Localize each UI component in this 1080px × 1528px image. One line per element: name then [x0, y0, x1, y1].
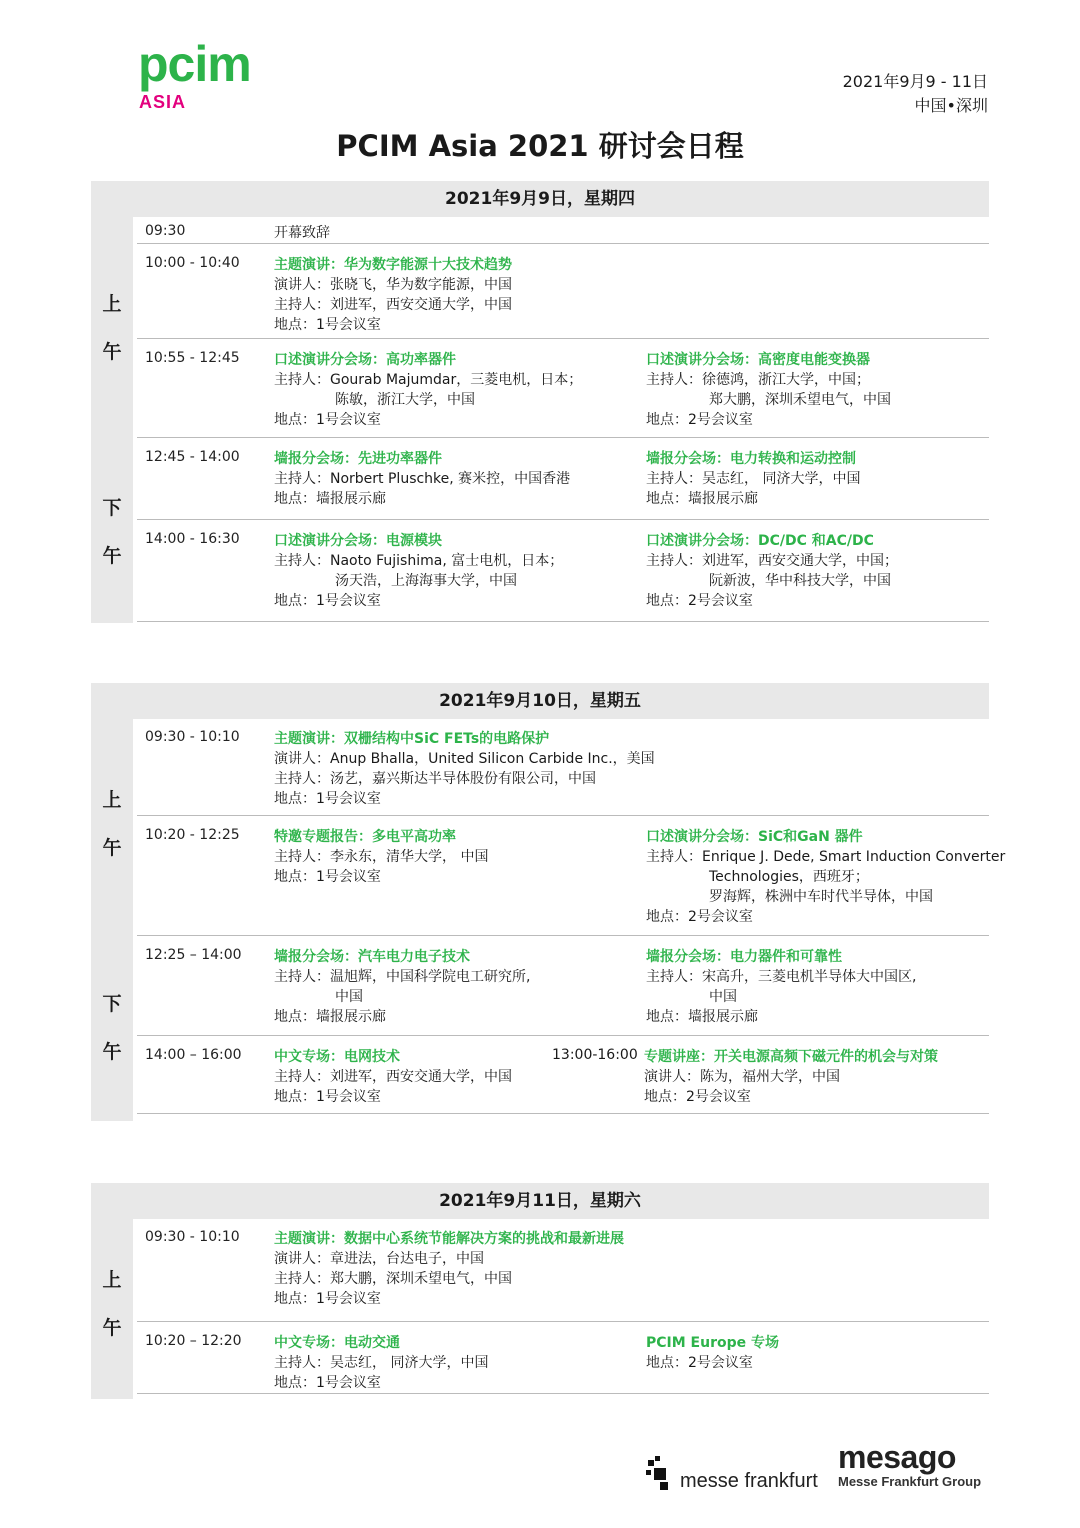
session-line: 主持人：吴志红， 同济大学，中国 — [274, 1355, 489, 1371]
day-header: 2021年9月9日，星期四 — [91, 181, 989, 217]
session-cell — [274, 255, 512, 335]
session-line: 阮新波，华中科技大学，中国 — [709, 573, 891, 589]
session-cell — [644, 1047, 938, 1107]
session-cell — [646, 827, 1005, 927]
session-title: PCIM Europe 专场 — [646, 1335, 779, 1351]
table-row — [137, 439, 989, 520]
session-line: 地点：1号会议室 — [274, 593, 381, 609]
session-time: 09:30 — [145, 223, 186, 239]
session-line: 地点：墙报展示廊 — [274, 491, 386, 507]
session-line: 演讲人：陈为，福州大学，中国 — [644, 1069, 840, 1085]
session-cell — [646, 1333, 779, 1373]
mesago-subtext: Messe Frankfurt Group — [838, 1474, 982, 1489]
session-time: 13:00-16:00 — [552, 1047, 638, 1063]
pcim-logo-asia: ASIA — [139, 92, 187, 112]
session-line: 主持人：刘进军，西安交通大学，中国 — [274, 1069, 512, 1085]
session-line: 罗海辉，株洲中车时代半导体，中国 — [709, 889, 933, 905]
session-line: 汤天浩，上海海事大学，中国 — [335, 573, 517, 589]
session-line: 主持人：Enrique J. Dede, Smart Induction Converter — [646, 849, 1006, 865]
session-cell — [274, 827, 488, 887]
session-time: 09:30 - 10:10 — [145, 729, 240, 745]
session-line: 地点：墙报展示廊 — [646, 1009, 758, 1025]
table-row — [137, 1219, 989, 1322]
session-title: 特邀专题报告：多电平高功率 — [274, 829, 456, 845]
mesago-logo — [838, 1440, 981, 1489]
session-line: 地点：墙报展示廊 — [274, 1009, 386, 1025]
side-label-am — [91, 217, 133, 437]
messe-frankfurt-logo — [646, 1456, 826, 1496]
session-time: 14:00 – 16:00 — [145, 1047, 242, 1063]
session-line: 地点：1号会议室 — [274, 791, 381, 807]
day-schedule-2 — [91, 683, 1006, 1121]
session-title: 中文专场：电网技术 — [274, 1049, 400, 1065]
table-row — [137, 719, 989, 816]
session-time: 12:25 – 14:00 — [145, 947, 242, 963]
session-line: 主持人：宋高升，三菱电机半导体大中国区, — [646, 969, 917, 985]
session-time: 09:30 - 10:10 — [145, 1229, 240, 1245]
session-line: 演讲人：章进法，台达电子，中国 — [274, 1251, 484, 1267]
session-title: 口述演讲分会场：高功率器件 — [274, 352, 456, 368]
day-schedule-1 — [91, 181, 989, 623]
event-dates: 2021年9月9 - 11日 — [842, 72, 988, 91]
session-title: 主题演讲：华为数字能源十大技术趋势 — [274, 257, 512, 273]
side-label-char: 午 — [102, 837, 122, 859]
session-line: 演讲人：张晓飞，华为数字能源，中国 — [274, 277, 512, 293]
session-title: 墙报分会场：电力转换和运动控制 — [646, 451, 856, 467]
session-line: 地点：1号会议室 — [274, 1291, 381, 1307]
day-header: 2021年9月11日，星期六 — [91, 1183, 989, 1219]
session-time: 10:00 - 10:40 — [145, 255, 240, 271]
session-line: 地点：2号会议室 — [644, 1089, 751, 1105]
session-cell — [646, 531, 898, 611]
session-title: 专题讲座：开关电源高频下磁元件的机会与对策 — [644, 1049, 938, 1065]
session-time: 12:45 - 14:00 — [145, 449, 240, 465]
session-time: 10:20 - 12:25 — [145, 827, 240, 843]
session-cell — [274, 947, 530, 1027]
session-line: 主持人：Norbert Pluschke, 赛米控，中国香港 — [274, 471, 571, 487]
session-title: 主题演讲：双栅结构中SiC FETs的电路保护 — [274, 731, 550, 747]
session-cell — [274, 449, 570, 509]
table-row — [137, 817, 1006, 936]
session-cell — [274, 1047, 512, 1107]
side-label-pm — [91, 935, 133, 1121]
table-row — [137, 1323, 989, 1394]
session-line: 地点：2号会议室 — [646, 412, 753, 428]
session-title: 墙报分会场：电力器件和可靠性 — [646, 949, 842, 965]
side-label-am — [91, 1219, 133, 1399]
side-label-char: 上 — [102, 789, 122, 811]
session-line: 主持人：刘进军，西安交通大学，中国 — [274, 297, 512, 313]
session-line: 地点：1号会议室 — [274, 412, 381, 428]
table-row — [137, 937, 989, 1036]
session-line: 主持人：郑大鹏，深圳禾望电气，中国 — [274, 1271, 512, 1287]
session-title: 口述演讲分会场：SiC和GaN 器件 — [646, 829, 863, 845]
session-title: 口述演讲分会场：电源模块 — [274, 533, 442, 549]
session-line: 主持人：Naoto Fujishima, 富士电机，日本； — [274, 553, 564, 569]
side-label-am — [91, 719, 133, 935]
session-line: 开幕致辞 — [274, 225, 330, 241]
session-cell — [274, 223, 330, 243]
side-label-char: 上 — [102, 293, 122, 315]
session-line: 主持人：汤艺，嘉兴斯达半导体股份有限公司，中国 — [274, 771, 596, 787]
session-line: 地点：2号会议室 — [646, 1355, 753, 1371]
session-line: 地点：墙报展示廊 — [646, 491, 758, 507]
side-label-char: 午 — [102, 1041, 122, 1063]
session-line: 地点：2号会议室 — [646, 593, 753, 609]
session-cell — [274, 1333, 488, 1393]
messe-frankfurt-text: messe frankfurt — [680, 1470, 818, 1492]
session-title: 主题演讲：数据中心系统节能解决方案的挑战和最新进展 — [274, 1231, 624, 1247]
session-line: 中国 — [335, 989, 363, 1005]
event-info — [843, 70, 988, 118]
side-label-char: 午 — [102, 1317, 122, 1339]
session-time: 10:20 – 12:20 — [145, 1333, 242, 1349]
session-line: 陈敏，浙江大学，中国 — [335, 392, 475, 408]
session-title: 口述演讲分会场：DC/DC 和AC/DC — [646, 533, 874, 549]
session-line: 演讲人：Anup Bhalla，United Silicon Carbide Inc.，美国 — [274, 751, 655, 767]
session-line: 地点：1号会议室 — [274, 1089, 381, 1105]
session-title: 口述演讲分会场：高密度电能变换器 — [646, 352, 870, 368]
side-label-char: 下 — [102, 497, 122, 519]
session-cell — [646, 947, 916, 1027]
session-line: 郑大鹏，深圳禾望电气，中国 — [709, 392, 891, 408]
side-label-char: 午 — [102, 545, 122, 567]
session-cell — [274, 531, 563, 611]
session-cell — [274, 1229, 624, 1309]
session-line: 地点：2号会议室 — [646, 909, 753, 925]
session-title: 墙报分会场：汽车电力电子技术 — [274, 949, 470, 965]
session-title: 中文专场：电动交通 — [274, 1335, 400, 1351]
side-label-char: 上 — [102, 1269, 122, 1291]
table-row — [137, 1037, 989, 1114]
session-cell — [646, 449, 860, 509]
session-line: 主持人：徐德鸿，浙江大学，中国； — [646, 372, 870, 388]
table-row — [137, 340, 989, 438]
table-row — [137, 217, 989, 244]
day-schedule-3 — [91, 1183, 989, 1399]
session-line: 主持人：Gourab Majumdar，三菱电机，日本； — [274, 372, 583, 388]
session-cell — [646, 350, 891, 430]
session-line: 主持人：吴志红， 同济大学，中国 — [646, 471, 861, 487]
day-header: 2021年9月10日，星期五 — [91, 683, 989, 719]
session-line: 中国 — [709, 989, 737, 1005]
session-cell — [274, 729, 655, 809]
side-label-char: 下 — [102, 993, 122, 1015]
session-line: 主持人：李永东，清华大学， 中国 — [274, 849, 489, 865]
session-line: 地点：1号会议室 — [274, 317, 381, 333]
session-line: 主持人：温旭辉，中国科学院电工研究所, — [274, 969, 531, 985]
session-line: 地点：1号会议室 — [274, 869, 381, 885]
page-title: PCIM Asia 2021 研讨会日程 — [336, 129, 744, 163]
pcim-logo: pcim — [138, 36, 251, 92]
table-row — [137, 521, 989, 622]
messe-frankfurt-cube-icon — [646, 1456, 676, 1492]
session-cell — [274, 350, 582, 430]
session-time: 14:00 - 16:30 — [145, 531, 240, 547]
session-line: 地点：1号会议室 — [274, 1375, 381, 1391]
mesago-text: mesago — [838, 1439, 956, 1475]
table-row — [137, 245, 989, 339]
session-line: Technologies，西班牙； — [709, 869, 869, 885]
session-time: 10:55 - 12:45 — [145, 350, 240, 366]
side-label-pm — [91, 437, 133, 623]
session-title: 墙报分会场：先进功率器件 — [274, 451, 442, 467]
event-location: 中国•深圳 — [914, 96, 988, 115]
session-line: 主持人：刘进军，西安交通大学，中国； — [646, 553, 898, 569]
side-label-char: 午 — [102, 341, 122, 363]
